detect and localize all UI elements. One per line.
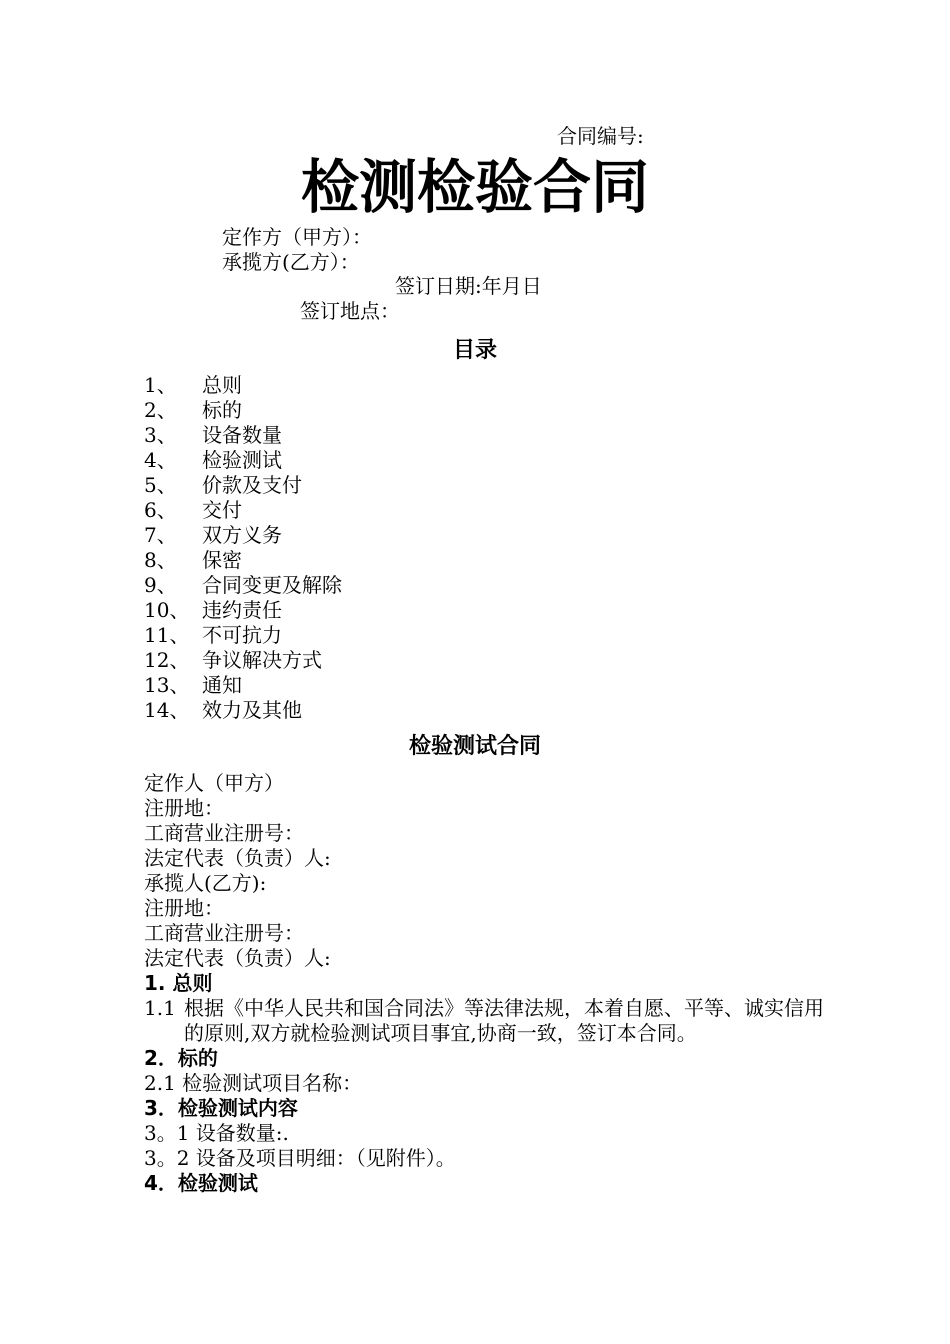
toc-item-number: 7、 xyxy=(144,523,177,547)
toc-item xyxy=(144,673,342,698)
toc-item-label: 违约责任 xyxy=(202,598,282,622)
section-heading: 2．标的 xyxy=(144,1046,218,1070)
toc-item xyxy=(144,648,342,673)
toc-item-label: 合同变更及解除 xyxy=(202,573,342,597)
toc-title: 目录 xyxy=(452,338,497,363)
party-a-label: 定作方（甲方）： xyxy=(222,225,372,249)
toc-item-number: 2、 xyxy=(144,398,177,422)
clause-paragraph xyxy=(144,996,824,1046)
clause-line: 2.1 检验测试项目名称： xyxy=(144,1071,363,1095)
toc-item-number: 8、 xyxy=(144,548,177,572)
section-heading: 4．检验测试 xyxy=(144,1171,258,1195)
toc-item xyxy=(144,598,342,623)
contract-body-title: 检验测试合同 xyxy=(408,734,541,759)
toc-item xyxy=(144,698,342,723)
toc-item-label: 争议解决方式 xyxy=(202,648,322,672)
toc-item-label: 双方义务 xyxy=(202,523,282,547)
party-a-line: 定作人（甲方） xyxy=(144,771,284,795)
toc-item-number: 6、 xyxy=(144,498,177,522)
section-heading: 3．检验测试内容 xyxy=(144,1096,298,1120)
toc-item xyxy=(144,373,342,398)
toc-item xyxy=(144,398,342,423)
clause-line: 3。2 设备及项目明细：（见附件）。 xyxy=(144,1146,456,1170)
party-a-line: 工商营业注册号： xyxy=(144,821,304,845)
toc-item-label: 检验测试 xyxy=(202,448,282,472)
toc-item-number: 12、 xyxy=(144,648,190,672)
toc-item-number: 14、 xyxy=(144,698,190,722)
toc-item-label: 不可抗力 xyxy=(202,623,282,647)
toc-item-number: 5、 xyxy=(144,473,177,497)
party-b-line: 注册地： xyxy=(144,896,224,920)
toc-item xyxy=(144,498,342,523)
toc-item-label: 价款及支付 xyxy=(202,473,302,497)
toc-item-label: 标的 xyxy=(202,398,242,422)
toc-item-number: 11、 xyxy=(144,623,190,647)
toc-item-number: 1、 xyxy=(144,373,177,397)
toc-item xyxy=(144,448,342,473)
toc-item-label: 总则 xyxy=(202,373,242,397)
toc-item xyxy=(144,523,342,548)
toc-item xyxy=(144,548,342,573)
table-of-contents xyxy=(144,373,342,723)
toc-item-number: 13、 xyxy=(144,673,190,697)
toc-item xyxy=(144,473,342,498)
toc-item-label: 效力及其他 xyxy=(202,698,302,722)
party-b-line: 承揽人(乙方): xyxy=(144,871,267,895)
toc-item-label: 设备数量 xyxy=(202,423,282,447)
clause-text: 根据《中华人民共和国合同法》等法律法规，本着自愿、平等、诚实信用的原则,双方就检验测试项目事宜,协商一致，签订本合同。 xyxy=(184,996,824,1045)
party-a-line: 法定代表（负责）人: xyxy=(144,846,331,870)
document-title: 检测检验合同 xyxy=(300,153,649,221)
section-heading: 1. 总则 xyxy=(144,971,213,995)
toc-item-label: 交付 xyxy=(202,498,242,522)
clause-number: 1.1 xyxy=(144,996,176,1020)
toc-item xyxy=(144,623,342,648)
toc-item-number: 9、 xyxy=(144,573,177,597)
party-b-line: 法定代表（负责）人: xyxy=(144,946,331,970)
toc-item-number: 3、 xyxy=(144,423,177,447)
party-b-label: 承揽方(乙方）： xyxy=(222,250,360,274)
sign-place-label: 签订地点： xyxy=(300,299,400,323)
toc-item xyxy=(144,423,342,448)
toc-item-number: 10、 xyxy=(144,598,190,622)
contract-number-label: 合同编号: xyxy=(557,124,644,148)
clause-line: 3。1 设备数量:. xyxy=(144,1121,289,1145)
toc-item-label: 保密 xyxy=(202,548,242,572)
sign-date-label: 签订日期:年月日 xyxy=(395,274,542,298)
party-b-line: 工商营业注册号： xyxy=(144,921,304,945)
contract-body xyxy=(144,771,824,1196)
party-a-line: 注册地： xyxy=(144,796,224,820)
toc-item-label: 通知 xyxy=(202,673,242,697)
toc-item-number: 4、 xyxy=(144,448,177,472)
toc-item xyxy=(144,573,342,598)
